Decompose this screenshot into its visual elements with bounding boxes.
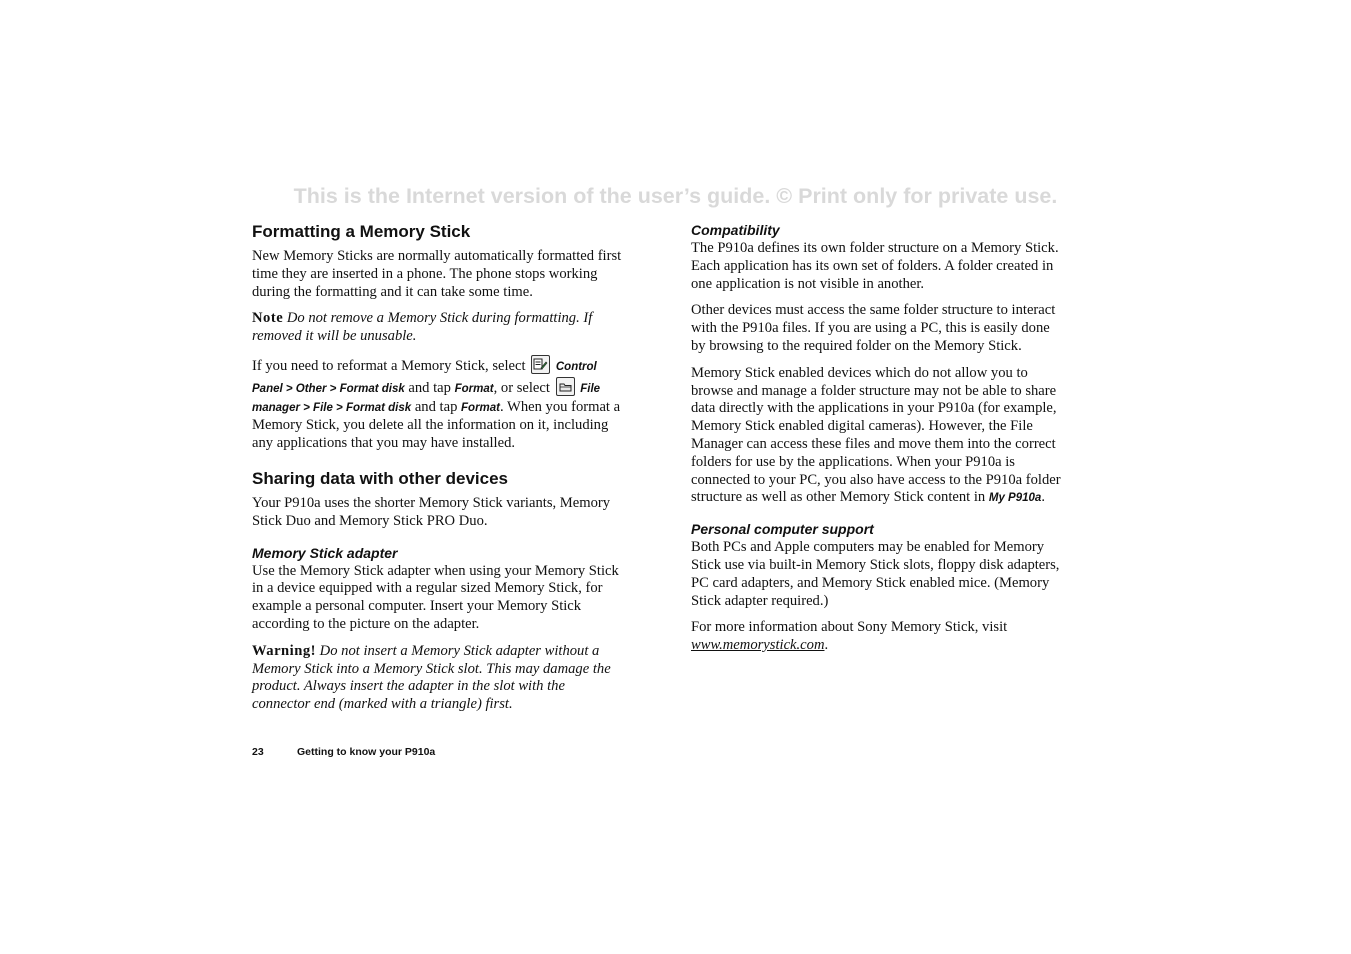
paragraph-formatting-intro: New Memory Sticks are normally automatically formatted first time they are inserted in a phone. The phone stops working during the formatting and it can take some time. (252, 248, 622, 300)
more-info-text: For more information about Sony Memory Stick, visit (691, 619, 1008, 636)
reformat-text-e: . When you format a Memory Stick, you delete all the information on it, including any applications that you may have installed. (252, 398, 621, 452)
paragraph-pc-support: Both PCs and Apple computers may be enabled for Memory Stick use via built-in Memory Stick slots, floppy disk adapters, PC card adapters, and Memory Stick enabled mice. (Memory Stick adapter required.) (691, 539, 1060, 609)
paragraph-more-info (691, 619, 1063, 655)
footer-section-title: Getting to know your P910a (297, 746, 436, 758)
paragraph-compat-1: The P910a defines its own folder structure on a Memory Stick. Each application has its own set of folders. A folder created in one application is not visible in another. (691, 240, 1059, 292)
more-info-end: . (824, 637, 829, 654)
heading-sharing: Sharing data with other devices (252, 468, 509, 488)
paragraph-compat-3 (691, 365, 1063, 508)
note-text: Do not remove a Memory Stick during formatting. If removed it will be unusable. (252, 310, 593, 345)
right-column (691, 222, 1063, 655)
note-paragraph (252, 310, 624, 346)
warning-text: Do not insert a Memory Stick adapter without a Memory Stick into a Memory Stick slot. This may damage the product. Always insert the adapter in the slot with the connector end (marked with a triangle) first. (252, 642, 611, 713)
compat-3-text: Memory Stick enabled devices which do not allow you to browse and manage a folder structure may not be able to share data directly with the applications in your P910a (for example, Memory Stick enabled digital cameras). However, the File Manager can access these files and move them into the correct folders for use by the applications. When your P910a is connected to your PC, you also have access to the P910a folder structure as well as other Memory Stick content in (691, 364, 1061, 506)
compat-3-end: . (1041, 489, 1045, 506)
left-column (252, 222, 624, 714)
menu-path-control-panel: Control Panel > Other > Format disk (252, 360, 597, 395)
reformat-text-b: and tap (408, 379, 451, 396)
paragraph-reformat (252, 355, 624, 453)
reformat-text-d: and tap (414, 398, 458, 415)
ui-my-p910a: My P910a (988, 492, 1042, 505)
page-number: 23 (252, 746, 264, 758)
paragraph-compat-2: Other devices must access the same folder structure to interact with the P910a files. If you are using a PC, this is easily done by browsing to the required folder on the Memory Stick. (691, 302, 1056, 354)
warning-paragraph (252, 643, 624, 714)
file-manager-icon (556, 377, 575, 396)
warning-label: Warning! (252, 642, 317, 659)
control-panel-icon (531, 355, 550, 374)
ui-format-2: Format (461, 401, 501, 414)
reformat-text-c: , or select (493, 379, 550, 396)
ui-format-1: Format (454, 382, 494, 395)
heading-compatibility: Compatibility (691, 222, 780, 238)
memorystick-link[interactable]: www.memorystick.com (691, 637, 825, 654)
note-label: Note (252, 310, 284, 327)
reformat-text-a: If you need to reformat a Memory Stick, select (252, 357, 526, 374)
page-footer (252, 746, 435, 758)
heading-pc-support: Personal computer support (691, 521, 874, 538)
paragraph-adapter: Use the Memory Stick adapter when using your Memory Stick in a device equipped with a regular sized Memory Stick, for example a personal computer. Insert your Memory Stick according to the picture on the adapter. (252, 562, 619, 632)
heading-adapter: Memory Stick adapter (252, 544, 398, 561)
heading-formatting: Formatting a Memory Stick (252, 222, 471, 241)
menu-path-file-manager: File manager > File > Format disk (252, 382, 601, 414)
paragraph-sharing: Your P910a uses the shorter Memory Stick variants, Memory Stick Duo and Memory Stick PRO Duo. (252, 494, 611, 529)
watermark: This is the Internet version of the user’s guide. © Print only for private use. (293, 184, 1058, 208)
